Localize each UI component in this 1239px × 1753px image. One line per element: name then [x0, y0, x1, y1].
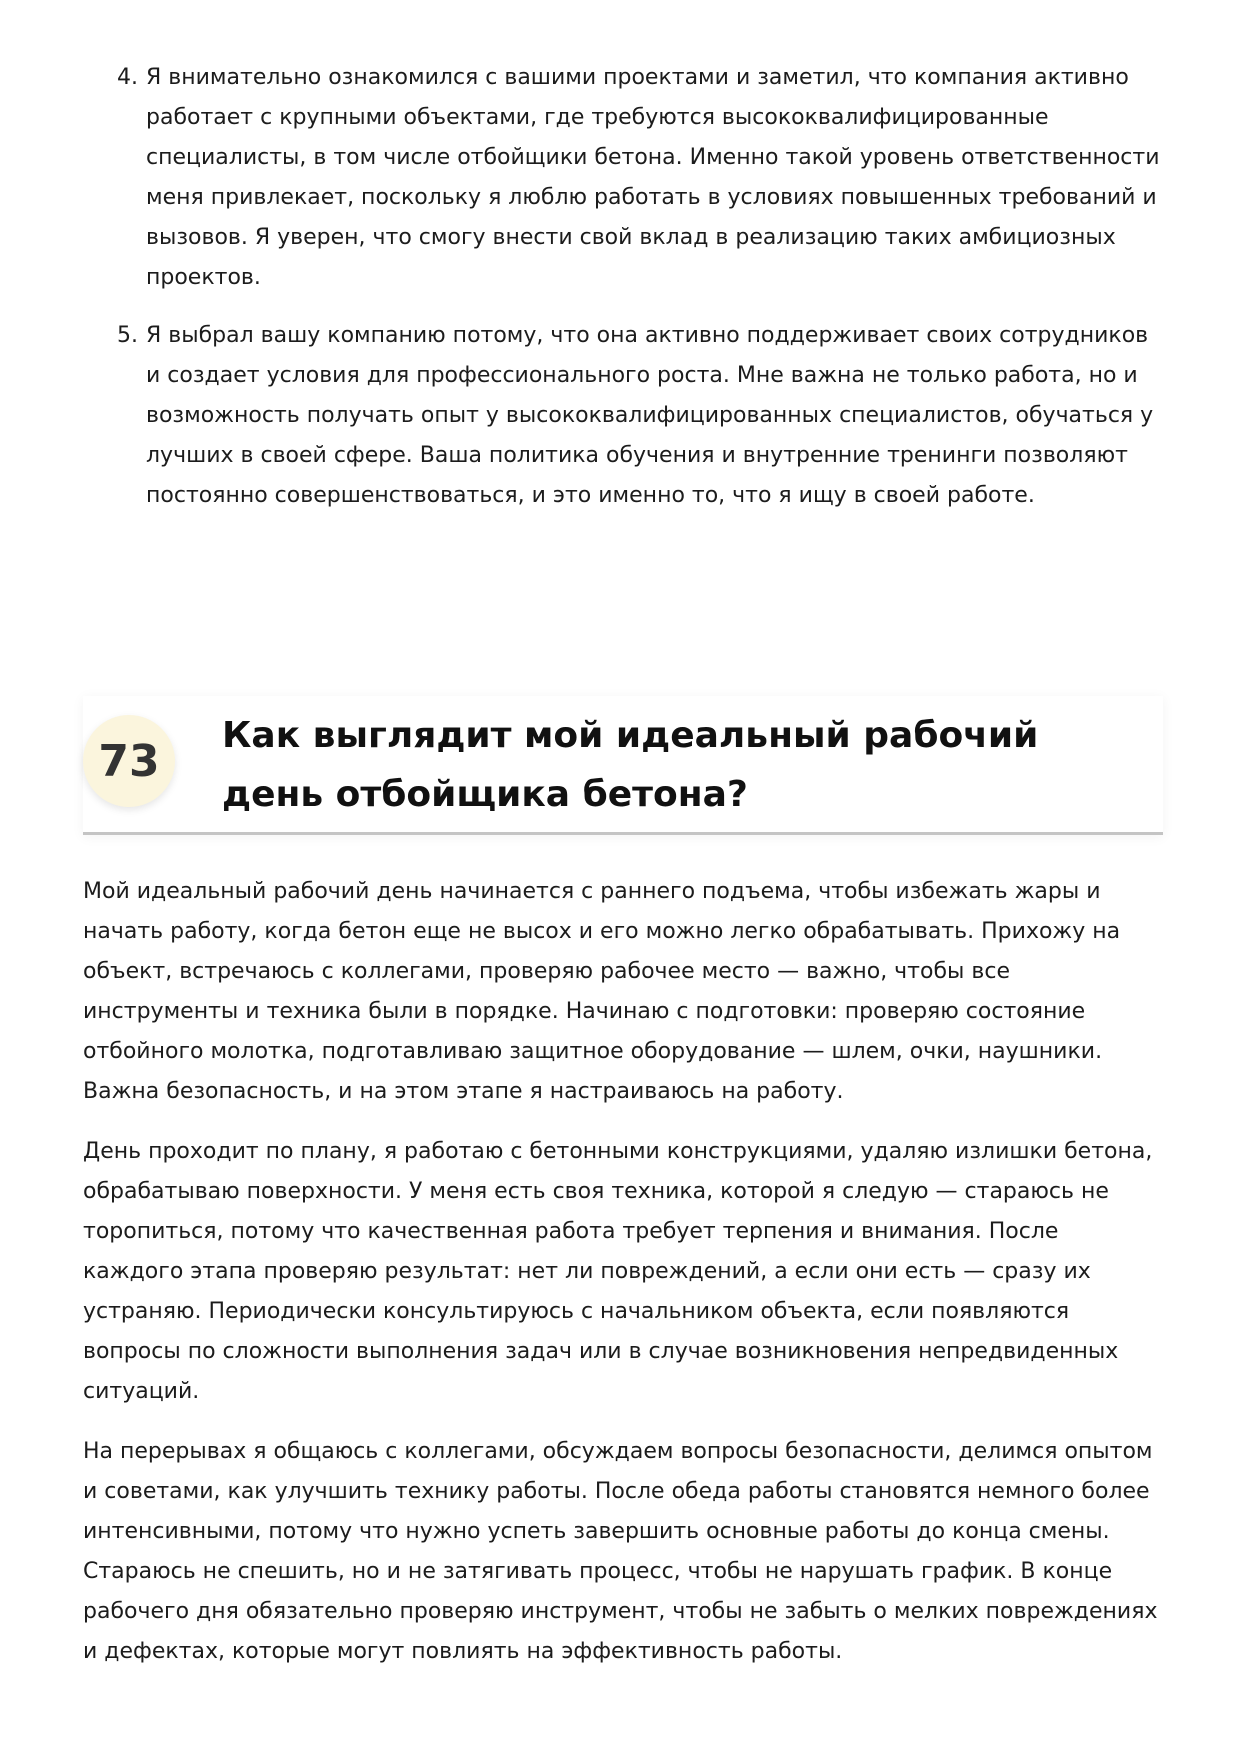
list-item-text: Я выбрал вашу компанию потому, что она активно поддерживает своих сотрудников и создает условия для профессионального роста. Мне важна не только работа, но и возможность получать опыт у высококвалифицированных специалистов, обучаться у лучших в своей сфере. Ваша политика обучения и внутренние тренинги позволяют постоянно совершенствоваться, и это именно то, что я ищу в своей работе. [146, 323, 1154, 508]
list-item [117, 58, 1167, 298]
list-item-text: Я внимательно ознакомился с вашими проектами и заметил, что компания активно работает с крупными объектами, где требуются высококвалифицированные специалисты, в том числе отбойщики бетона. Именно такой уровень ответственности меня привлекает, поскольку я люблю работать в условиях повышенных требований и вызовов. Я уверен, что смогу внести свой вклад в реализацию таких амбициозных проектов. [146, 65, 1160, 290]
list-item-number: 4. [117, 65, 138, 90]
section-number-badge: 73 [83, 715, 175, 807]
paragraph: На перерывах я общаюсь с коллегами, обсуждаем вопросы безопасности, делимся опытом и советами, как улучшить технику работы. После обеда работы становятся немного более интенсивными, потому что нужно успеть завершить основные работы до конца смены. Стараюсь не спешить, но и не затягивать процесс, чтобы не нарушать график. В конце рабочего дня обязательно проверяю инструмент, чтобы не забыть о мелких повреждениях и дефектах, которые могут повлиять на эффективность работы. [83, 1439, 1158, 1664]
list-item-number: 5. [117, 323, 138, 348]
paragraph: Мой идеальный рабочий день начинается с раннего подъема, чтобы избежать жары и начать работу, когда бетон еще не высох и его можно легко обрабатывать. Прихожу на объект, встречаюсь с коллегами, проверяю рабочее место — важно, чтобы все инструменты и техника были в порядке. Начинаю с подготовки: проверяю состояние отбойного молотка, подготавливаю защитное оборудование — шлем, очки, наушники. Важна безопасность, и на этом этапе я настраиваюсь на работу. [83, 879, 1121, 1104]
numbered-list [117, 58, 1167, 534]
section-title: Как выглядит мой идеальный рабочий день отбойщика бетона? [222, 715, 1039, 815]
paragraph: День проходит по плану, я работаю с бетонными конструкциями, удаляю излишки бетона, обрабатываю поверхности. У меня есть своя техника, которой я следую — стараюсь не торопиться, потому что качественная работа требует терпения и внимания. После каждого этапа проверяю результат: нет ли повреждений, а если они есть — сразу их устраняю. Периодически консультируюсь с начальником объекта, если появляются вопросы по сложности выполнения задач или в случае возникновения непредвиденных ситуаций. [83, 1139, 1153, 1404]
section-body [83, 872, 1163, 1692]
list-item [117, 316, 1167, 516]
section-header [83, 696, 1163, 835]
